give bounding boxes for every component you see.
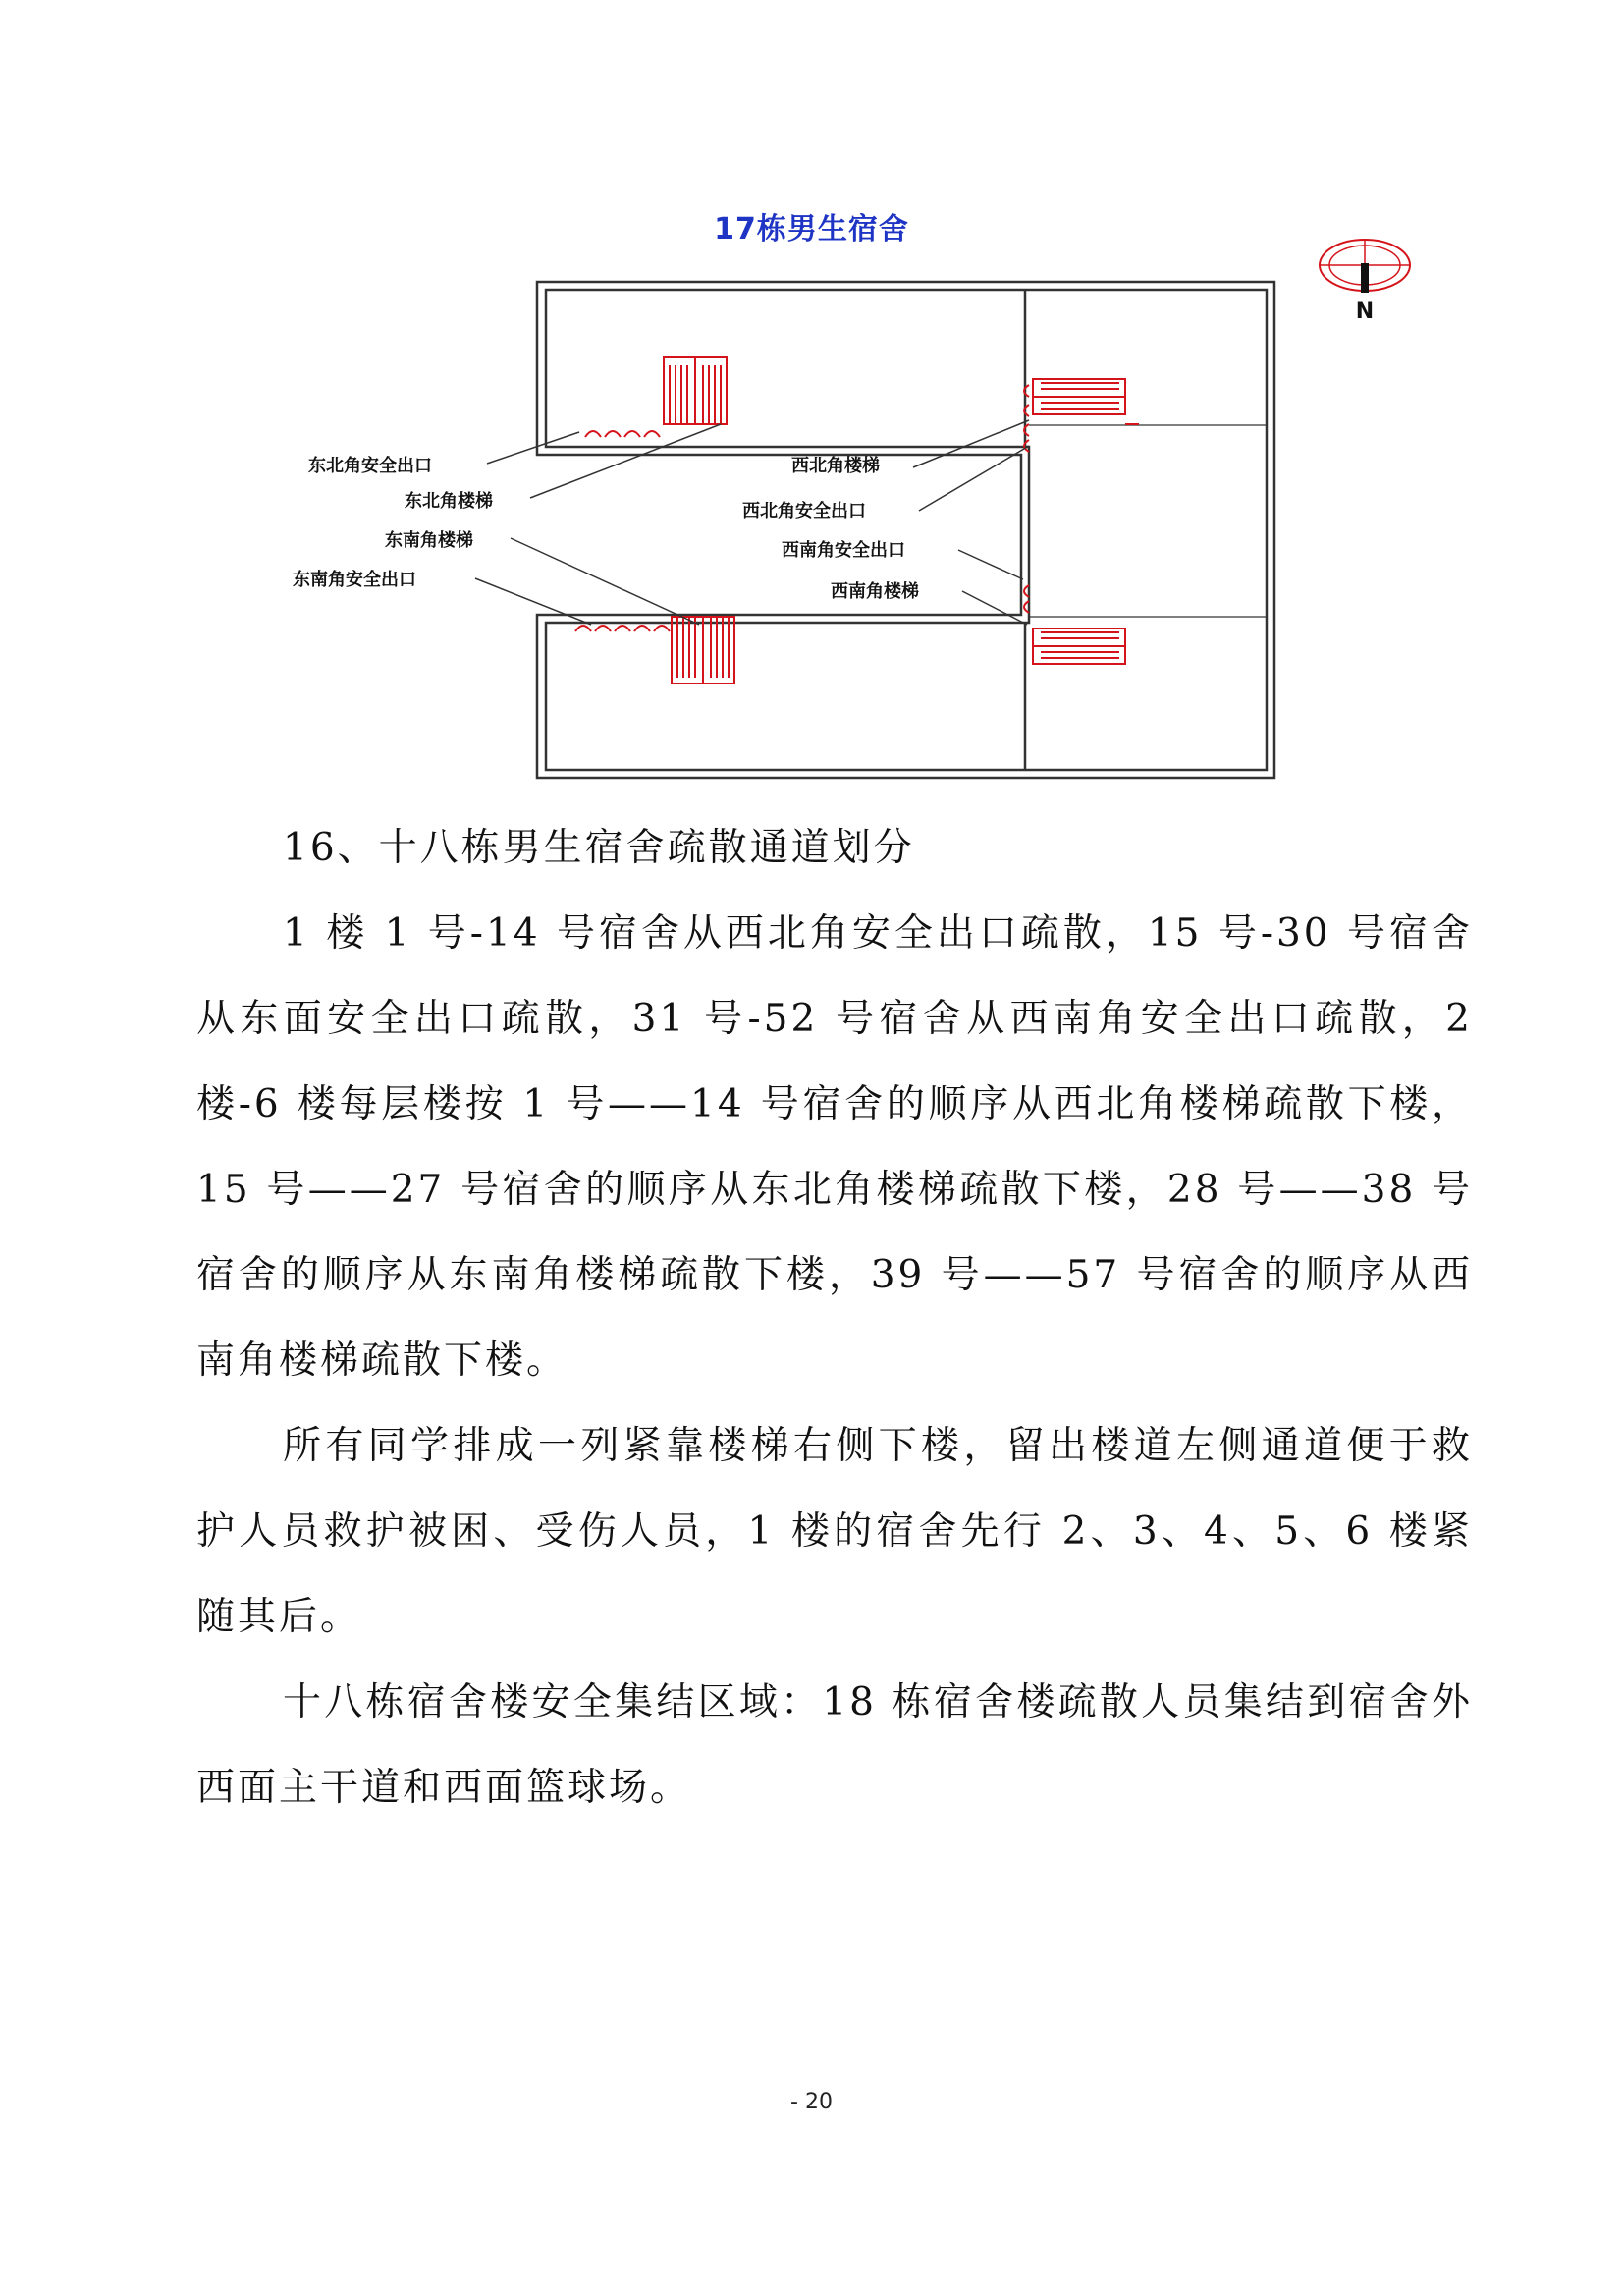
label-ne-stair: 东北角楼梯 bbox=[405, 491, 493, 512]
label-nw-stair: 西北角楼梯 bbox=[791, 456, 880, 476]
stairs-south-east bbox=[575, 617, 734, 683]
paragraph-evacuation-routes: 1 楼 1 号-14 号宿舍从西北角安全出口疏散，15 号-30 号宿舍从东面安全出口疏散，31 号-52 号宿舍从西南角安全出口疏散，2 楼-6 楼每层楼按 1 号——14 号宿舍的顺序从西北角楼梯疏散下楼，15 号——27 号宿舍的顺序从东北角楼梯疏散下楼，28 号——38 号宿舍的顺序从东南角楼梯疏散下楼，39 号——57 号宿舍的顺序从西南角楼梯疏散下楼。 bbox=[196, 911, 1473, 1383]
section-heading: 16、十八栋男生宿舍疏散通道划分 bbox=[283, 826, 915, 870]
compass-letter: N bbox=[1355, 300, 1375, 324]
floor-plan-title: 17栋男生宿舍 bbox=[714, 212, 909, 246]
label-se-stair: 东南角楼梯 bbox=[385, 530, 473, 551]
label-se-exit: 东南角安全出口 bbox=[293, 570, 416, 590]
leader-lines bbox=[475, 420, 1029, 625]
stairs-south-west bbox=[1024, 585, 1125, 664]
stairs-north-east bbox=[585, 357, 727, 437]
stairs-north-west bbox=[1024, 379, 1139, 452]
label-sw-exit: 西南角安全出口 bbox=[782, 540, 905, 561]
paragraph-stair-rules: 所有同学排成一列紧靠楼梯右侧下楼，留出楼道左侧通道便于救护人员救护被困、受伤人员，1 楼的宿舍先行 2、3、4、5、6 楼紧随其后。 bbox=[196, 1424, 1473, 1639]
paragraph-assembly-area: 十八栋宿舍楼安全集结区域：18 栋宿舍楼疏散人员集结到宿舍外西面主干道和西面篮球场。 bbox=[196, 1680, 1473, 1810]
floor-plan-diagram bbox=[0, 0, 1623, 805]
label-nw-exit: 西北角安全出口 bbox=[742, 501, 866, 521]
page-number: - 20 bbox=[790, 2090, 833, 2114]
document-body bbox=[196, 805, 1473, 1831]
north-compass-icon bbox=[1316, 234, 1424, 332]
label-ne-exit: 东北角安全出口 bbox=[308, 456, 432, 476]
building-walls bbox=[537, 282, 1274, 778]
label-sw-stair: 西南角楼梯 bbox=[831, 581, 919, 602]
